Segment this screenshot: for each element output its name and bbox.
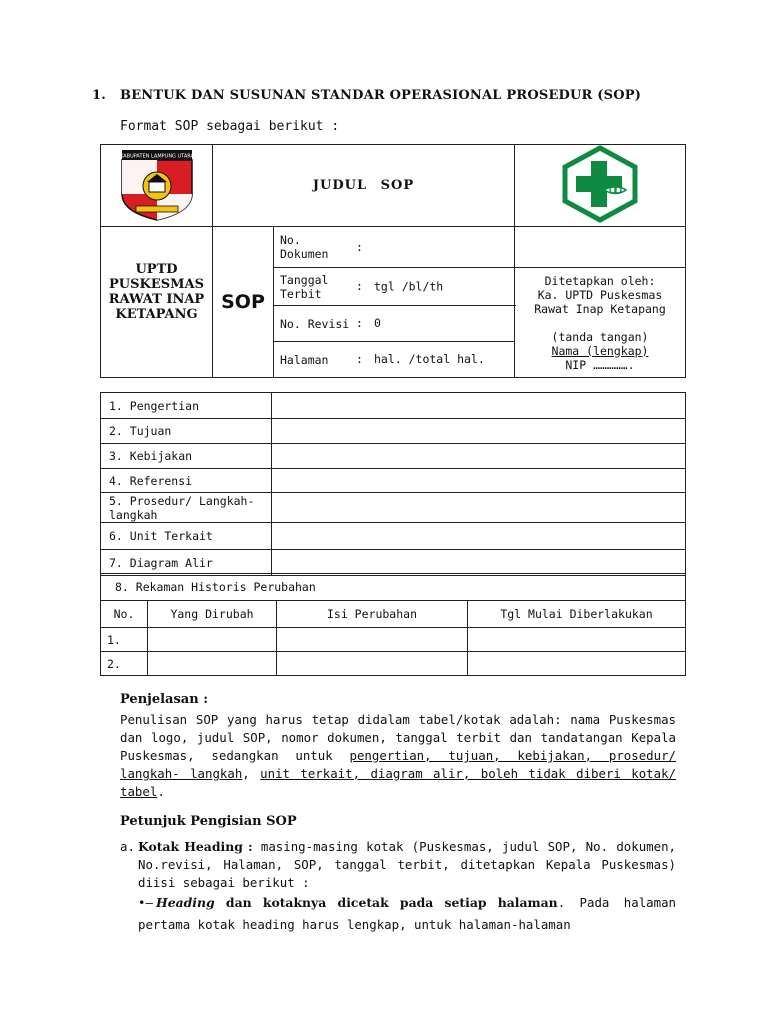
- history-title: 8. Rekaman Historis Perubahan: [101, 574, 686, 601]
- content-item: 5. Prosedur/ Langkah-langkah: [101, 493, 272, 523]
- content-value: [272, 444, 686, 469]
- guide-item-a-text: masing-masing kotak (Puskesmas, judul SOP, No. dokumen, No.revisi, Halaman, SOP, tanggal terbit, ditetapkan Kepala Puskesmas) diisi sebagai berikut :: [138, 839, 677, 890]
- regency-logo-cell: [101, 145, 213, 227]
- history-col-header: Tgl Mulai Diberlakukan: [468, 601, 686, 628]
- logo-caption: KABUPATEN LAMPUNG UTARA: [119, 153, 194, 160]
- doc-no-cell: No. Dokumen:: [274, 227, 515, 268]
- content-item: 3. Kebijakan: [101, 444, 272, 469]
- history-col-header: Isi Perubahan: [277, 601, 468, 628]
- org-name-line: KETAPANG: [115, 307, 198, 322]
- explanation-title: Penjelasan :: [120, 692, 209, 707]
- guide-item-a: [120, 838, 676, 892]
- explanation-text: Penulisan SOP yang harus tetap didalam tabel/kotak adalah: nama Puskesmas dan logo, judul SOP, nomor dokumen, tanggal terbit dan tandatangan Kepala Puskesmas, sedangkan untuk pengertian, tujuan, kebijakan, prosedur/ langkah- langkah, unit terkait, diagram alir, boleh tidak diberi kotak/ tabel.: [120, 712, 677, 799]
- content-item: 4. Referensi: [101, 469, 272, 493]
- history-table: [100, 573, 686, 676]
- section-title: BENTUK DAN SUSUNAN STANDAR OPERASIONAL PROSEDUR (SOP): [120, 88, 642, 103]
- history-cell: [148, 652, 277, 676]
- guide-title: Petunjuk Pengisian SOP: [120, 814, 297, 829]
- table-row: [101, 628, 686, 652]
- history-cell: 1.: [101, 628, 148, 652]
- date-cell: Tanggal Terbit: tgl /bl/th: [274, 268, 515, 306]
- section-number: 1.: [92, 88, 106, 103]
- approval-line2: Ka. UPTD Puskesmas: [537, 287, 663, 302]
- puskesmas-logo-icon: [560, 145, 640, 223]
- revision-cell: No. Revisi : 0: [274, 306, 515, 342]
- history-col-header: Yang Dirubah: [148, 601, 277, 628]
- content-value: [272, 393, 686, 419]
- content-item: 7. Diagram Alir: [101, 550, 272, 576]
- doc-no-label: No. Dokumen: [280, 233, 329, 261]
- list-marker: a.: [120, 839, 135, 854]
- bullet-icon: •—: [138, 895, 153, 910]
- content-value: [272, 493, 686, 523]
- history-cell: 2.: [101, 652, 148, 676]
- guide-item-a-head: Kotak Heading :: [138, 839, 253, 854]
- sop-title: JUDUL SOP: [213, 145, 515, 227]
- explanation-underlined-2: unit terkait, diagram alir, boleh tidak diberi kotak/ tabel: [120, 766, 677, 799]
- content-value: [272, 469, 686, 493]
- table-row: [101, 652, 686, 676]
- sop-label: SOP: [213, 227, 274, 378]
- history-cell: [277, 628, 468, 652]
- org-name-line: UPTD: [135, 262, 178, 277]
- history-cell: [148, 628, 277, 652]
- page-cell: Halaman : hal. /total hal.: [274, 342, 515, 378]
- format-intro: Format SOP sebagai berikut :: [120, 119, 340, 134]
- org-name-line: RAWAT INAP: [108, 292, 205, 307]
- revision-label: No. Revisi: [280, 316, 350, 331]
- page-value: hal. /total hal.: [374, 352, 485, 367]
- approval-nip: NIP …………….: [565, 357, 635, 372]
- content-item: 6. Unit Terkait: [101, 523, 272, 550]
- date-value: tgl /bl/th: [374, 279, 444, 293]
- approval-line3: Rawat Inap Ketapang: [534, 301, 666, 316]
- org-name-cell: [101, 227, 213, 378]
- section-heading: [92, 88, 641, 103]
- explanation-underlined-1: pengertian, tujuan, kebijakan, prosedur/ langkah- langkah: [120, 748, 676, 781]
- history-cell: [468, 628, 686, 652]
- content-value: [272, 419, 686, 444]
- sop-header-table: [100, 144, 686, 378]
- date-label: Tanggal Terbit: [280, 272, 329, 301]
- doc-no-extra-cell: [515, 227, 686, 268]
- approval-line1: Ditetapkan oleh:: [544, 273, 656, 288]
- approval-signature: (tanda tangan): [551, 329, 649, 344]
- content-item: 1. Pengertian: [101, 393, 272, 419]
- content-value: [272, 550, 686, 576]
- org-name-line: PUSKESMAS: [109, 277, 204, 292]
- history-col-header: No.: [101, 601, 148, 628]
- health-logo-cell: [515, 145, 686, 227]
- sop-content-table: [100, 392, 686, 576]
- guide-bullet: •— Heading dan kotaknya dicetak pada setiap halaman. Pada halaman pertama kotak heading harus lengkap, untuk halaman-halaman: [138, 892, 676, 936]
- regency-logo-icon: [118, 146, 196, 222]
- history-cell: [277, 652, 468, 676]
- revision-value: 0: [374, 316, 381, 331]
- page-label: Halaman: [280, 352, 329, 367]
- approval-cell: [515, 268, 686, 378]
- approval-name: Nama (lengkap): [551, 343, 649, 358]
- content-item: 2. Tujuan: [101, 419, 272, 444]
- content-value: [272, 523, 686, 550]
- history-cell: [468, 652, 686, 676]
